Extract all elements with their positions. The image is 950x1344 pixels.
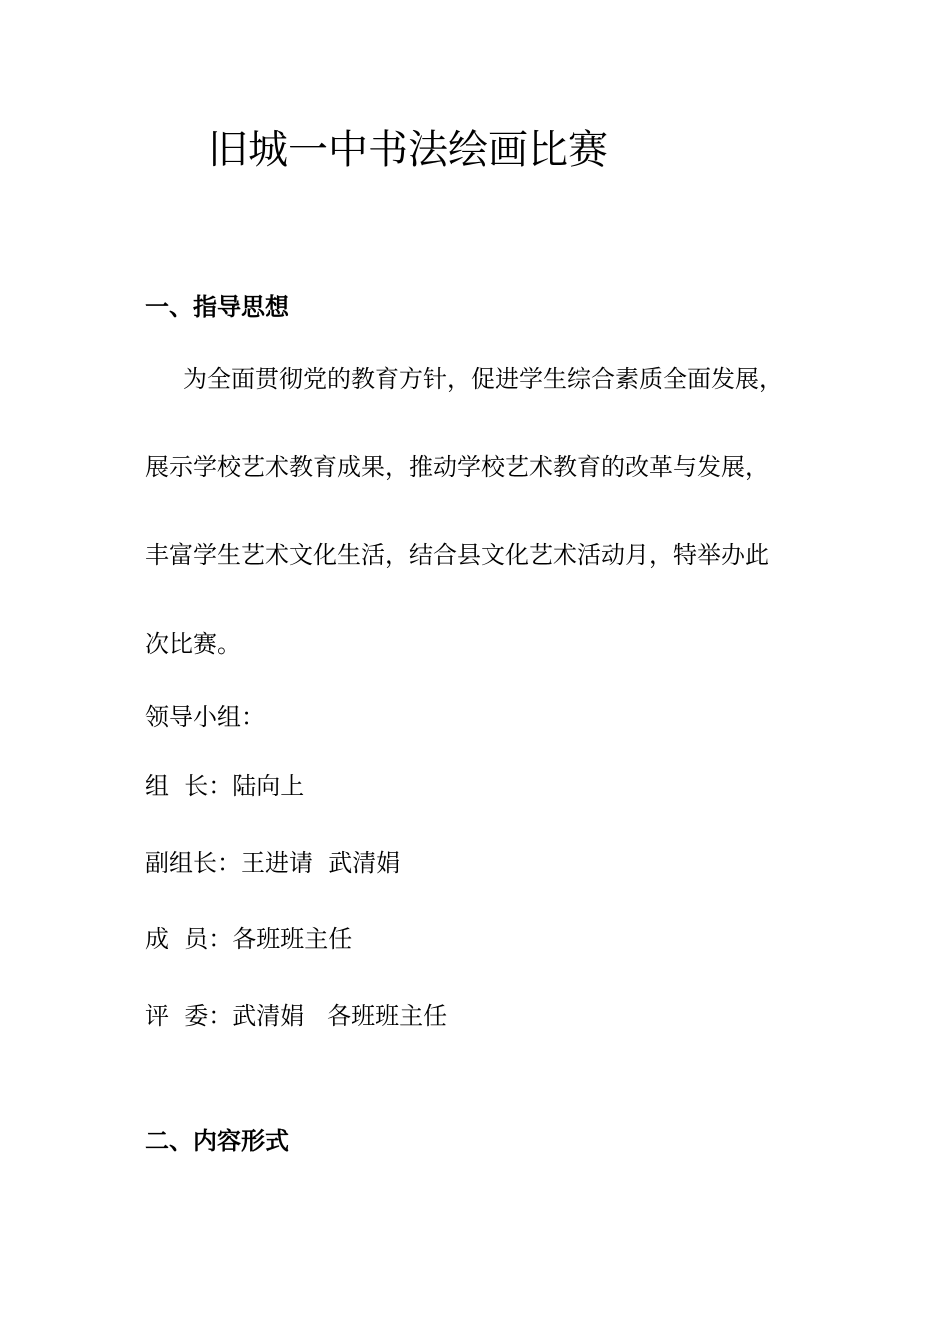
member-line-members: 成 员：各班班主任	[145, 925, 353, 953]
member-line-deputy-leader: 副组长：王进请 武清娟	[145, 849, 401, 877]
member-line-judges: 评 委：武清娟 各班班主任	[145, 1002, 448, 1030]
paragraph-line: 次比赛。	[145, 630, 241, 658]
paragraph-line: 展示学校艺术教育成果，推动学校艺术教育的改革与发展，	[145, 453, 769, 481]
section-heading-content-form: 二、内容形式	[145, 1127, 289, 1155]
member-line-leader: 组 长：陆向上	[145, 772, 305, 800]
section-heading-guiding-idea: 一、指导思想	[145, 293, 289, 321]
paragraph-line: 为全面贯彻党的教育方针，促进学生综合素质全面发展，	[183, 365, 783, 393]
leadership-group-label: 领导小组：	[145, 703, 265, 731]
document-title: 旧城一中书法绘画比赛	[208, 127, 608, 173]
paragraph-line: 丰富学生艺术文化生活，结合县文化艺术活动月，特举办此	[145, 541, 769, 569]
